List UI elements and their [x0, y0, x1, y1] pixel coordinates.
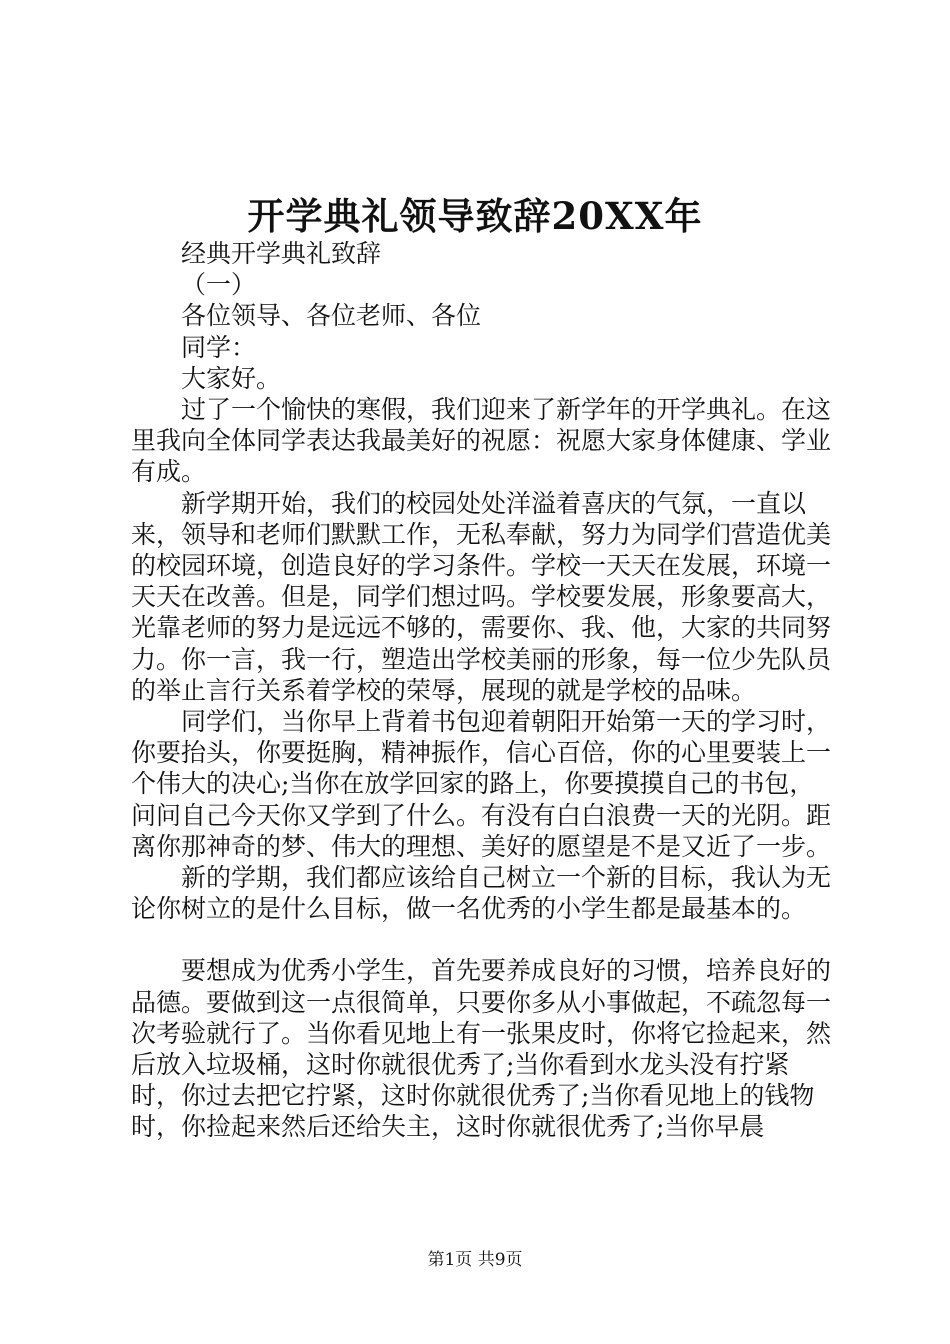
document-title: 开学典礼领导致辞20XX年 — [247, 194, 703, 238]
page-footer: 第1页 共9页 — [427, 1250, 523, 1270]
greeting-line-2: 同学： — [181, 332, 257, 362]
paragraph: 新的学期，我们都应该给自己树立一个新的目标，我认为无论你树立的是什么目标，做一名优秀的小学生都是最基本的。 — [131, 863, 832, 924]
paragraph: 过了一个愉快的寒假，我们迎来了新学年的开学典礼。在这里我向全体同学表达我最美好的祝愿：祝愿大家身体健康、学业有成。 — [131, 395, 832, 487]
greeting-line-1: 各位领导、各位老师、各位 — [181, 301, 482, 331]
hello-line: 大家好。 — [181, 363, 282, 393]
document-body — [131, 238, 838, 1143]
paragraph-spacer — [131, 924, 838, 955]
paragraph: 新学期开始，我们的校园处处洋溢着喜庆的气氛，一直以来，领导和老师们默默工作，无私奉献，努力为同学们营造优美的校园环境，创造良好的学习条件。学校一天天在发展，环境一天天在改善。但是，同学们想过吗。学校要发展，形象要高大，光靠老师的努力是远远不够的，需要你、我、他，大家的共同努力。你一言，我一行，塑造出学校美丽的形象，每一位少先队员的举止言行关系着学校的荣辱，展现的就是学校的品味。 — [131, 488, 832, 705]
paragraph: 要想成为优秀小学生，首先要养成良好的习惯，培养良好的品德。要做到这一点很简单，只要你多从小事做起，不疏忽每一次考验就行了。当你看见地上有一张果皮时，你将它捡起来，然后放入垃圾桶，这时你就很优秀了;当你看到水龙头没有拧紧时，你过去把它拧紧，这时你就很优秀了;当你看见地上的钱物时，你捡起来然后还给失主，这时你就很优秀了;当你早晨 — [131, 956, 832, 1142]
paragraph: 同学们，当你早上背着书包迎着朝阳开始第一天的学习时，你要抬头，你要挺胸，精神振作，信心百倍，你的心里要装上一个伟大的决心;当你在放学回家的路上，你要摸摸自己的书包，问问自己今天你又学到了什么。有没有白白浪费一天的光阴。距离你那神奇的梦、伟大的理想、美好的愿望是不是又近了一步。 — [131, 707, 832, 861]
subtitle: 经典开学典礼致辞 — [181, 239, 382, 268]
section-label: （一） — [181, 270, 257, 300]
